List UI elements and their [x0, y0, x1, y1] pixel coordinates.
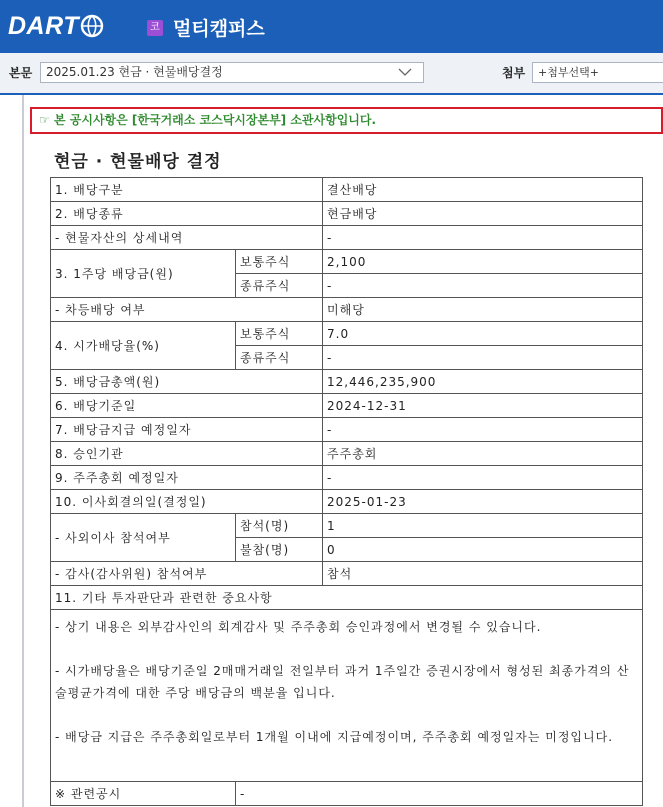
- attachment-select[interactable]: [532, 62, 663, 83]
- row-label: - 사외이사 참석여부: [51, 514, 236, 562]
- row-sublabel: 종류주식: [236, 346, 323, 370]
- note-paragraph: - 배당금 지급은 주주총회일로부터 1개월 이내에 지급예정이며, 주주총회 예정일자는 미정입니다.: [55, 730, 614, 744]
- row-value: 0: [323, 538, 643, 562]
- row-label: 2. 배당종류: [51, 202, 323, 226]
- row-sublabel: 종류주식: [236, 274, 323, 298]
- table-row: [51, 514, 643, 538]
- dividend-decision-table: [50, 177, 643, 806]
- chevron-down-icon: [397, 64, 413, 80]
- row-value: 2,100: [323, 250, 643, 274]
- table-row: [51, 178, 643, 202]
- row-value: 1: [323, 514, 643, 538]
- note-paragraph: - 시가배당율은 배당기준일 2매매거래일 전일부터 과거 1주일간 증권시장에서 형성된 최종가격의 산술평균가격에 대한 주당 배당금의 백분율 입니다.: [55, 664, 630, 700]
- document-toolbar: [0, 53, 663, 95]
- table-row: [51, 370, 643, 394]
- related-disclosure-label: ※ 관련공시: [51, 782, 236, 806]
- related-disclosure-value: -: [236, 782, 643, 806]
- table-row: [51, 442, 643, 466]
- notice-text: 본 공시사항은 [한국거래소 코스닥시장본부] 소관사항입니다.: [54, 113, 377, 127]
- table-row: [51, 250, 643, 274]
- logo-text: DART: [8, 11, 79, 40]
- row-label: 5. 배당금총액(원): [51, 370, 323, 394]
- row-value: 미해당: [323, 298, 643, 322]
- table-row: [51, 418, 643, 442]
- row-value: 결산배당: [323, 178, 643, 202]
- document-select[interactable]: [40, 62, 424, 83]
- row-label: 4. 시가배당율(%): [51, 322, 236, 370]
- document-select-value: 2025.01.23 현금 · 현물배당결정: [46, 65, 223, 79]
- note-paragraph: - 상기 내용은 외부감사인의 회계감사 및 주주총회 승인과정에서 변경될 수 있습니다.: [55, 620, 542, 634]
- row-value: 2025-01-23: [323, 490, 643, 514]
- row-value: -: [323, 274, 643, 298]
- row-label: 8. 승인기관: [51, 442, 323, 466]
- row-value: 주주총회: [323, 442, 643, 466]
- table-row: [51, 562, 643, 586]
- row-label: 9. 주주총회 예정일자: [51, 466, 323, 490]
- row-value: -: [323, 226, 643, 250]
- row-value: 참석: [323, 562, 643, 586]
- company-market-badge: 코: [147, 20, 163, 36]
- table-row: [51, 782, 643, 806]
- pointing-hand-icon: ☞: [39, 113, 50, 127]
- row-label: 7. 배당금지급 예정일자: [51, 418, 323, 442]
- row-sublabel: 보통주식: [236, 250, 323, 274]
- content-divider: [22, 95, 24, 807]
- table-row: [51, 226, 643, 250]
- row-value: -: [323, 346, 643, 370]
- row-label: - 현물자산의 상세내역: [51, 226, 323, 250]
- row-sublabel: 불참(명): [236, 538, 323, 562]
- body-label: 본문: [9, 66, 33, 80]
- row-label: 1. 배당구분: [51, 178, 323, 202]
- company-name: 멀티캠퍼스: [173, 18, 265, 40]
- table-row: [51, 466, 643, 490]
- attachment-label: 첨부: [502, 66, 526, 80]
- row-label: 6. 배당기준일: [51, 394, 323, 418]
- row-value: 12,446,235,900: [323, 370, 643, 394]
- table-row: [51, 490, 643, 514]
- app-header: [0, 0, 663, 53]
- attachment-select-value: +첨부선택+: [538, 66, 599, 79]
- table-row: [51, 298, 643, 322]
- row-value: 현금배당: [323, 202, 643, 226]
- jurisdiction-notice: [30, 107, 663, 134]
- table-row: [51, 610, 643, 782]
- row-sublabel: 참석(명): [236, 514, 323, 538]
- table-row: [51, 586, 643, 610]
- table-row: [51, 202, 643, 226]
- row-label: 10. 이사회결의일(결정일): [51, 490, 323, 514]
- row-value: -: [323, 418, 643, 442]
- dart-logo[interactable]: [8, 10, 104, 42]
- row-label: - 차등배당 여부: [51, 298, 323, 322]
- row-value: 7.0: [323, 322, 643, 346]
- document-title: 현금 · 현물배당 결정: [54, 152, 222, 172]
- row-value: 2024-12-31: [323, 394, 643, 418]
- globe-icon: [80, 14, 104, 38]
- row-label: 3. 1주당 배당금(원): [51, 250, 236, 298]
- table-row: [51, 394, 643, 418]
- important-notes: [51, 610, 643, 782]
- row-label: 11. 기타 투자판단과 관련한 중요사항: [51, 586, 643, 610]
- row-sublabel: 보통주식: [236, 322, 323, 346]
- row-label: - 감사(감사위원) 참석여부: [51, 562, 323, 586]
- table-row: [51, 322, 643, 346]
- row-value: -: [323, 466, 643, 490]
